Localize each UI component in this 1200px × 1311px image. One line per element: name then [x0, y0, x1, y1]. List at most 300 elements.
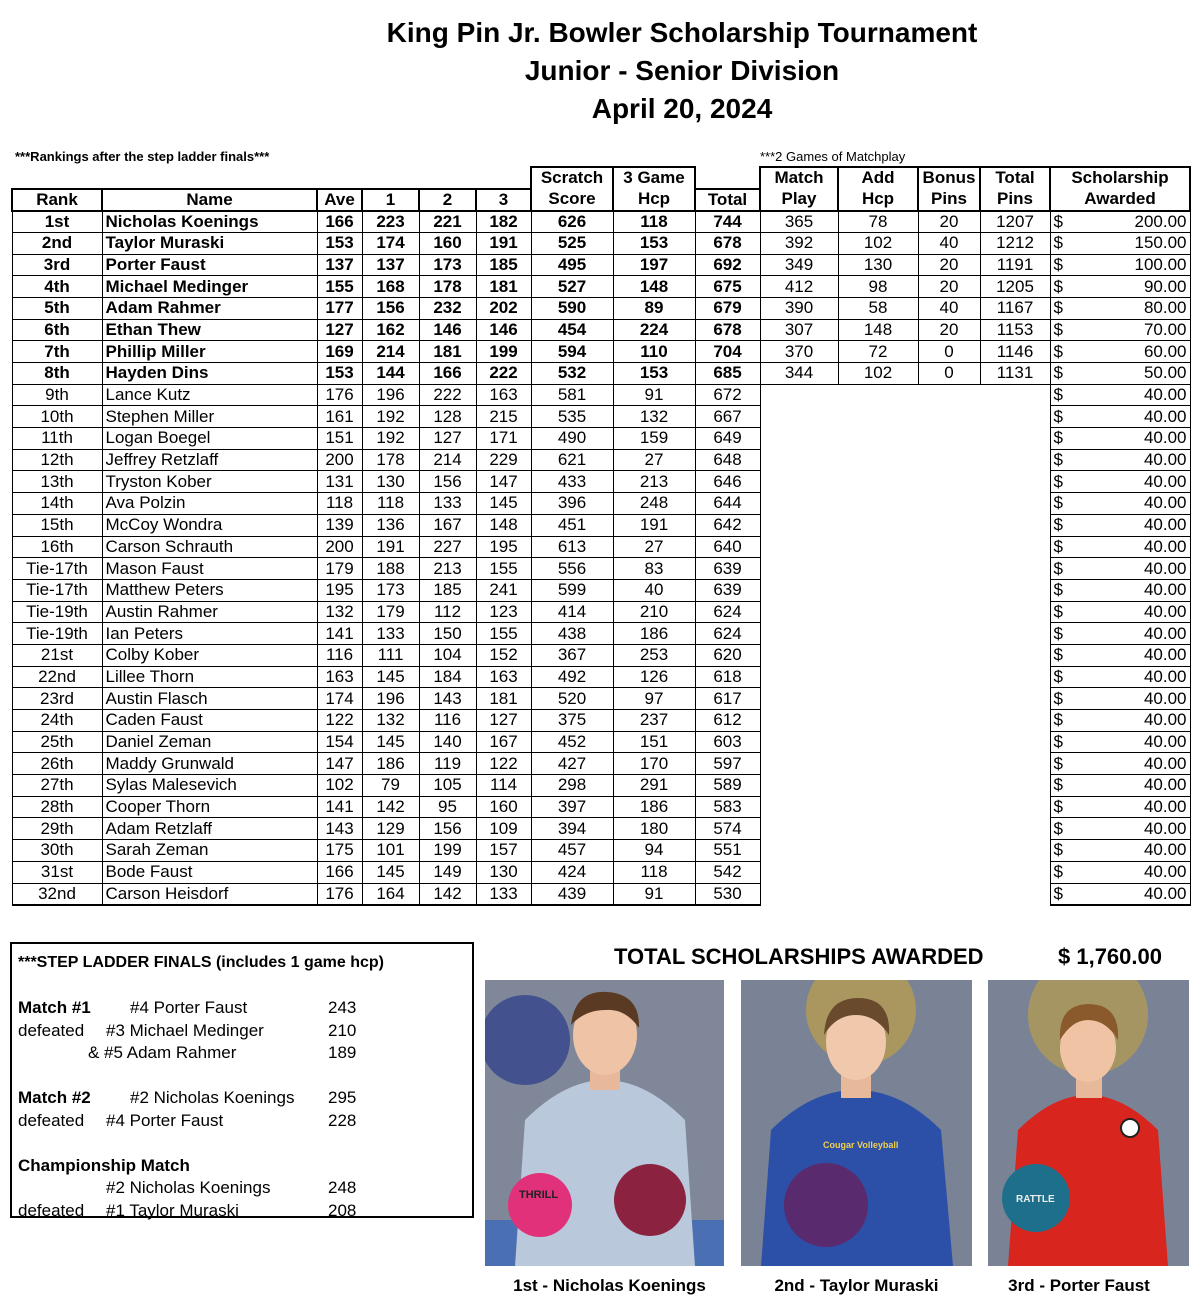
game1-cell: 145	[362, 861, 419, 883]
ave-cell: 200	[317, 536, 362, 558]
bonus-cell: 0	[918, 341, 980, 363]
award-amount: 40.00	[1143, 688, 1187, 708]
ave-cell: 127	[317, 319, 362, 341]
total-cell: 679	[695, 297, 760, 319]
game3-cell: 155	[476, 623, 531, 645]
empty-matchplay-cell	[760, 406, 1050, 428]
ave-cell: 169	[317, 341, 362, 363]
hcp-cell: 40	[613, 579, 695, 601]
currency-symbol: $	[1053, 493, 1063, 513]
ave-cell: 141	[317, 796, 362, 818]
total-cell: 685	[695, 363, 760, 385]
award-amount: 40.00	[1143, 883, 1187, 903]
game1-cell: 162	[362, 319, 419, 341]
total-cell: 649	[695, 428, 760, 450]
match1-loser2: & #5 Adam Rahmer	[88, 1043, 237, 1062]
game2-cell: 184	[419, 666, 476, 688]
match2-loser-score: 228	[328, 1110, 357, 1130]
addhcp-cell: 72	[838, 341, 918, 363]
table-row	[12, 796, 1190, 818]
ave-cell: 176	[317, 384, 362, 406]
scratch-cell: 525	[531, 232, 613, 254]
game2-cell: 133	[419, 493, 476, 515]
currency-symbol: $	[1053, 363, 1063, 383]
game3-cell: 146	[476, 319, 531, 341]
rank-cell: 24th	[12, 710, 102, 732]
totalpins-cell: 1146	[980, 341, 1050, 363]
empty-matchplay-cell	[760, 493, 1050, 515]
empty-matchplay-cell	[760, 666, 1050, 688]
ave-cell: 161	[317, 406, 362, 428]
hcp-cell: 94	[613, 840, 695, 862]
name-cell: Jeffrey Retzlaff	[102, 449, 317, 471]
award-cell	[1050, 688, 1190, 710]
game2-cell: 178	[419, 276, 476, 298]
name-cell: Carson Schrauth	[102, 536, 317, 558]
game1-cell: 173	[362, 579, 419, 601]
rank-cell: 26th	[12, 753, 102, 775]
award-amount: 40.00	[1143, 558, 1187, 578]
currency-symbol: $	[1053, 341, 1063, 361]
award-cell	[1050, 319, 1190, 341]
award-amount: 60.00	[1143, 341, 1187, 361]
empty-matchplay-cell	[760, 536, 1050, 558]
rank-cell: 14th	[12, 493, 102, 515]
name-cell: Ava Polzin	[102, 493, 317, 515]
game3-cell: 157	[476, 840, 531, 862]
rank-cell: 12th	[12, 449, 102, 471]
currency-symbol: $	[1053, 753, 1063, 773]
match1-loser1-score: 210	[328, 1020, 357, 1040]
match2-defeated: defeated	[18, 1110, 85, 1130]
game1-cell: 101	[362, 840, 419, 862]
step-ladder-box	[10, 942, 474, 1218]
game3-cell: 114	[476, 775, 531, 797]
addhcp-cell: 78	[838, 211, 918, 233]
ave-cell: 166	[317, 861, 362, 883]
table-row	[12, 666, 1190, 688]
award-amount: 70.00	[1143, 319, 1187, 339]
total-cell: 648	[695, 449, 760, 471]
rank-cell: 5th	[12, 297, 102, 319]
game1-cell: 191	[362, 536, 419, 558]
name-cell: Lance Kutz	[102, 384, 317, 406]
ave-cell: 153	[317, 232, 362, 254]
results-table	[11, 166, 1191, 906]
empty-matchplay-cell	[760, 623, 1050, 645]
award-amount: 40.00	[1143, 753, 1187, 773]
total-cell: 530	[695, 883, 760, 905]
name-cell: Colby Kober	[102, 644, 317, 666]
rankings-note: ***Rankings after the step ladder finals***	[15, 149, 270, 164]
game1-cell: 136	[362, 514, 419, 536]
award-amount: 40.00	[1143, 623, 1187, 643]
header-ave: Ave	[317, 189, 362, 211]
rank-cell: 22nd	[12, 666, 102, 688]
scratch-cell: 581	[531, 384, 613, 406]
rank-cell: 32nd	[12, 883, 102, 905]
total-cell: 646	[695, 471, 760, 493]
name-cell: Sarah Zeman	[102, 840, 317, 862]
scratch-cell: 621	[531, 449, 613, 471]
matchplay-cell: 370	[760, 341, 838, 363]
currency-symbol: $	[1053, 558, 1063, 578]
rank-cell: 9th	[12, 384, 102, 406]
ave-cell: 132	[317, 601, 362, 623]
award-amount: 200.00	[1134, 211, 1187, 231]
name-cell: Caden Faust	[102, 710, 317, 732]
scratch-cell: 452	[531, 731, 613, 753]
scratch-cell: 424	[531, 861, 613, 883]
rank-cell: 16th	[12, 536, 102, 558]
game3-cell: 182	[476, 211, 531, 233]
table-row	[12, 428, 1190, 450]
game1-cell: 129	[362, 818, 419, 840]
game3-cell: 181	[476, 688, 531, 710]
game1-cell: 111	[362, 644, 419, 666]
currency-symbol: $	[1053, 254, 1063, 274]
award-cell	[1050, 449, 1190, 471]
matchplay-cell: 392	[760, 232, 838, 254]
ave-cell: 155	[317, 276, 362, 298]
hcp-cell: 132	[613, 406, 695, 428]
award-cell	[1050, 644, 1190, 666]
currency-symbol: $	[1053, 406, 1063, 426]
ave-cell: 139	[317, 514, 362, 536]
total-cell: 678	[695, 232, 760, 254]
game1-cell: 145	[362, 731, 419, 753]
total-cell: 612	[695, 710, 760, 732]
empty-matchplay-cell	[760, 514, 1050, 536]
ave-cell: 163	[317, 666, 362, 688]
award-amount: 40.00	[1143, 385, 1187, 405]
ave-cell: 153	[317, 363, 362, 385]
hcp-cell: 291	[613, 775, 695, 797]
award-amount: 40.00	[1143, 406, 1187, 426]
hcp-cell: 170	[613, 753, 695, 775]
currency-symbol: $	[1053, 862, 1063, 882]
game1-cell: 118	[362, 493, 419, 515]
hcp-cell: 126	[613, 666, 695, 688]
award-amount: 90.00	[1143, 276, 1187, 296]
name-cell: Ethan Thew	[102, 319, 317, 341]
game2-cell: 185	[419, 579, 476, 601]
game1-cell: 145	[362, 666, 419, 688]
addhcp-cell: 102	[838, 363, 918, 385]
rank-cell: 7th	[12, 341, 102, 363]
game2-cell: 149	[419, 861, 476, 883]
game2-cell: 167	[419, 514, 476, 536]
game2-cell: 128	[419, 406, 476, 428]
name-cell: Hayden Dins	[102, 363, 317, 385]
empty-matchplay-cell	[760, 579, 1050, 601]
award-cell	[1050, 363, 1190, 385]
bonus-cell: 20	[918, 254, 980, 276]
award-amount: 40.00	[1143, 797, 1187, 817]
championship-winner: #2 Nicholas Koenings	[106, 1178, 271, 1197]
game3-cell: 147	[476, 471, 531, 493]
ave-cell: 118	[317, 493, 362, 515]
table-row	[12, 710, 1190, 732]
game2-cell: 142	[419, 883, 476, 905]
table-row	[12, 276, 1190, 298]
name-cell: Mason Faust	[102, 558, 317, 580]
name-cell: Maddy Grunwald	[102, 753, 317, 775]
hcp-cell: 91	[613, 883, 695, 905]
championship-loser: #1 Taylor Muraski	[106, 1200, 239, 1220]
header-total: Total	[695, 189, 760, 211]
game1-cell: 223	[362, 211, 419, 233]
match1-loser2-score: 189	[328, 1043, 357, 1062]
game2-cell: 143	[419, 688, 476, 710]
game3-cell: 148	[476, 514, 531, 536]
rank-cell: 4th	[12, 276, 102, 298]
total-cell: 642	[695, 514, 760, 536]
game3-cell: 163	[476, 666, 531, 688]
currency-symbol: $	[1053, 775, 1063, 795]
rank-cell: 23rd	[12, 688, 102, 710]
bonus-cell: 40	[918, 232, 980, 254]
game2-cell: 232	[419, 297, 476, 319]
hcp-cell: 27	[613, 449, 695, 471]
photo-second-place	[741, 980, 972, 1266]
game1-cell: 130	[362, 471, 419, 493]
bonus-cell: 20	[918, 319, 980, 341]
game1-cell: 132	[362, 710, 419, 732]
table-row	[12, 384, 1190, 406]
hcp-cell: 159	[613, 428, 695, 450]
game2-cell: 150	[419, 623, 476, 645]
title-line-3: April 20, 2024	[591, 93, 773, 124]
match1-loser1: #3 Michael Medinger	[106, 1020, 264, 1040]
rank-cell: Tie-17th	[12, 558, 102, 580]
award-amount: 40.00	[1143, 710, 1187, 730]
award-amount: 40.00	[1143, 818, 1187, 838]
game1-cell: 188	[362, 558, 419, 580]
total-cell: 672	[695, 384, 760, 406]
total-cell: 744	[695, 211, 760, 233]
empty-matchplay-cell	[760, 883, 1050, 905]
table-row	[12, 775, 1190, 797]
scratch-cell: 613	[531, 536, 613, 558]
award-amount: 100.00	[1134, 254, 1187, 274]
currency-symbol: $	[1053, 623, 1063, 643]
award-cell	[1050, 297, 1190, 319]
empty-matchplay-cell	[760, 471, 1050, 493]
header-scratch-score: Score	[531, 189, 613, 211]
table-row	[12, 601, 1190, 623]
bonus-cell: 40	[918, 297, 980, 319]
rank-cell: 25th	[12, 731, 102, 753]
table-row	[12, 536, 1190, 558]
award-amount: 40.00	[1143, 862, 1187, 882]
ave-cell: 131	[317, 471, 362, 493]
game1-cell: 142	[362, 796, 419, 818]
game2-cell: 222	[419, 384, 476, 406]
ave-cell: 195	[317, 579, 362, 601]
bonus-cell: 20	[918, 276, 980, 298]
currency-symbol: $	[1053, 732, 1063, 752]
currency-symbol: $	[1053, 536, 1063, 556]
header-award: Scholarship	[1050, 167, 1190, 189]
header-g1: 1	[362, 189, 419, 211]
header-row-top	[12, 167, 1190, 189]
hcp-cell: 110	[613, 341, 695, 363]
header-g2: 2	[419, 189, 476, 211]
award-cell	[1050, 601, 1190, 623]
award-cell	[1050, 861, 1190, 883]
award-cell	[1050, 796, 1190, 818]
table-row	[12, 623, 1190, 645]
table-row	[12, 341, 1190, 363]
game3-cell: 123	[476, 601, 531, 623]
ball-label: THRILL	[519, 1189, 559, 1201]
award-cell	[1050, 536, 1190, 558]
hcp-cell: 237	[613, 710, 695, 732]
total-cell: 617	[695, 688, 760, 710]
ave-cell: 116	[317, 644, 362, 666]
hcp-cell: 91	[613, 384, 695, 406]
total-cell: 589	[695, 775, 760, 797]
matchplay-cell: 365	[760, 211, 838, 233]
hcp-cell: 151	[613, 731, 695, 753]
award-cell	[1050, 428, 1190, 450]
game3-cell: 199	[476, 341, 531, 363]
hcp-cell: 191	[613, 514, 695, 536]
match2-winner-score: 295	[328, 1088, 357, 1107]
table-row	[12, 493, 1190, 515]
caption-first: 1st - Nicholas Koenings	[513, 1276, 706, 1295]
rank-cell: 29th	[12, 818, 102, 840]
empty-matchplay-cell	[760, 449, 1050, 471]
award-cell	[1050, 558, 1190, 580]
scratch-cell: 626	[531, 211, 613, 233]
table-row	[12, 232, 1190, 254]
scratch-cell: 556	[531, 558, 613, 580]
currency-symbol: $	[1053, 450, 1063, 470]
match2-label: Match #2	[18, 1088, 91, 1107]
scratch-cell: 414	[531, 601, 613, 623]
currency-symbol: $	[1053, 428, 1063, 448]
award-cell	[1050, 341, 1190, 363]
game3-cell: 222	[476, 363, 531, 385]
empty-matchplay-cell	[760, 558, 1050, 580]
game2-cell: 105	[419, 775, 476, 797]
game1-cell: 192	[362, 406, 419, 428]
award-amount: 40.00	[1143, 515, 1187, 535]
game1-cell: 186	[362, 753, 419, 775]
currency-symbol: $	[1053, 840, 1063, 860]
award-amount: 150.00	[1134, 233, 1187, 253]
award-amount: 40.00	[1143, 580, 1187, 600]
game1-cell: 214	[362, 341, 419, 363]
award-amount: 40.00	[1143, 428, 1187, 448]
rank-cell: 10th	[12, 406, 102, 428]
name-cell: Taylor Muraski	[102, 232, 317, 254]
total-cell: 639	[695, 558, 760, 580]
scratch-cell: 367	[531, 644, 613, 666]
empty-matchplay-cell	[760, 710, 1050, 732]
currency-symbol: $	[1053, 645, 1063, 665]
photo-third-place	[988, 980, 1189, 1266]
header-rank: Rank	[12, 189, 102, 211]
ave-cell: 177	[317, 297, 362, 319]
bowling-ball-icon	[508, 1173, 572, 1237]
game3-cell: 185	[476, 254, 531, 276]
table-row	[12, 883, 1190, 905]
empty-matchplay-cell	[760, 428, 1050, 450]
ball3-label: RATTLE	[1016, 1194, 1055, 1205]
scratch-cell: 594	[531, 341, 613, 363]
game3-cell: 145	[476, 493, 531, 515]
total-cell: 675	[695, 276, 760, 298]
match1-winner-score: 243	[328, 998, 357, 1017]
table-row	[12, 688, 1190, 710]
empty-matchplay-cell	[760, 818, 1050, 840]
ave-cell: 137	[317, 254, 362, 276]
matchplay-cell: 412	[760, 276, 838, 298]
award-cell	[1050, 471, 1190, 493]
game3-cell: 163	[476, 384, 531, 406]
scratch-cell: 457	[531, 840, 613, 862]
award-amount: 40.00	[1143, 536, 1187, 556]
matchplay-cell: 344	[760, 363, 838, 385]
match2-loser: #4 Porter Faust	[106, 1110, 224, 1130]
rank-cell: Tie-19th	[12, 623, 102, 645]
table-row	[12, 514, 1190, 536]
game1-cell: 174	[362, 232, 419, 254]
currency-symbol: $	[1053, 601, 1063, 621]
game2-cell: 156	[419, 818, 476, 840]
empty-matchplay-cell	[760, 861, 1050, 883]
award-cell	[1050, 579, 1190, 601]
game1-cell: 196	[362, 384, 419, 406]
name-cell: McCoy Wondra	[102, 514, 317, 536]
table-row	[12, 861, 1190, 883]
currency-symbol: $	[1053, 710, 1063, 730]
hcp-cell: 27	[613, 536, 695, 558]
total-cell: 678	[695, 319, 760, 341]
rank-cell: 15th	[12, 514, 102, 536]
game2-cell: 104	[419, 644, 476, 666]
table-row	[12, 449, 1190, 471]
total-cell: 583	[695, 796, 760, 818]
game3-cell: 202	[476, 297, 531, 319]
match1-label: Match #1	[18, 998, 91, 1017]
table-row	[12, 471, 1190, 493]
rank-cell: Tie-19th	[12, 601, 102, 623]
table-row	[12, 319, 1190, 341]
name-cell: Ian Peters	[102, 623, 317, 645]
game2-cell: 95	[419, 796, 476, 818]
hcp-cell: 148	[613, 276, 695, 298]
caption-second: 2nd - Taylor Muraski	[774, 1276, 939, 1295]
game1-cell: 179	[362, 601, 419, 623]
total-cell: 692	[695, 254, 760, 276]
name-cell: Stephen Miller	[102, 406, 317, 428]
photo-first-place	[485, 980, 724, 1266]
game3-cell: 241	[476, 579, 531, 601]
game2-cell: 146	[419, 319, 476, 341]
rank-cell: 27th	[12, 775, 102, 797]
scratch-cell: 396	[531, 493, 613, 515]
game2-cell: 227	[419, 536, 476, 558]
award-amount: 40.00	[1143, 601, 1187, 621]
award-cell	[1050, 406, 1190, 428]
hcp-cell: 197	[613, 254, 695, 276]
game1-cell: 137	[362, 254, 419, 276]
name-cell: Logan Boegel	[102, 428, 317, 450]
